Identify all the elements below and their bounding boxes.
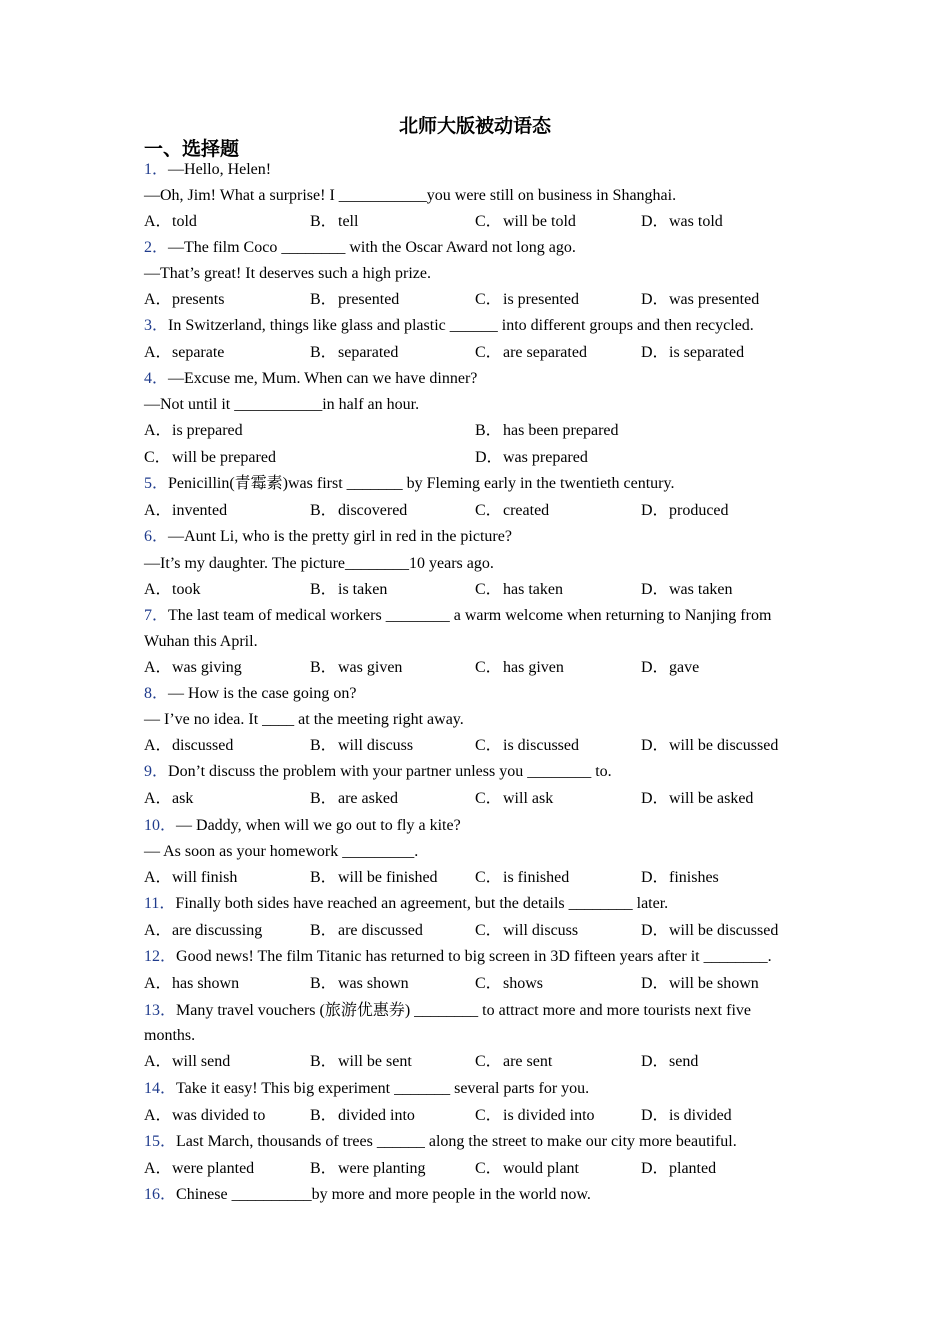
question-stem: —Hello, Helen! (168, 161, 272, 178)
question-stem: Good news! The film Titanic has returned to big screen in 3D fifteen years after it ________. (176, 948, 772, 965)
question-number: 10． (144, 817, 177, 834)
option-d[interactable]: D．produced (641, 502, 729, 519)
question-7-line2: Wuhan this April. (144, 633, 258, 650)
question-3 (144, 313, 809, 339)
option-b[interactable]: B．was shown (310, 975, 409, 992)
option-d[interactable]: D．is divided (641, 1107, 732, 1124)
option-c[interactable]: C．would plant (475, 1160, 579, 1177)
option-b[interactable]: B．are discussed (310, 922, 423, 939)
option-b[interactable]: B．was given (310, 659, 403, 676)
option-a[interactable]: A．invented (144, 502, 228, 519)
option-c[interactable]: C．will ask (475, 790, 554, 807)
question-11-options (144, 918, 809, 944)
question-1 (144, 157, 809, 183)
question-14-options (144, 1103, 809, 1129)
question-number: 8． (144, 685, 169, 702)
question-number: 12． (144, 948, 177, 965)
option-d[interactable]: D．send (641, 1053, 699, 1070)
option-c[interactable]: C．has given (475, 659, 564, 676)
option-d[interactable]: D．was told (641, 213, 723, 230)
question-4 (144, 366, 809, 392)
question-14 (144, 1076, 809, 1102)
question-10-options (144, 865, 809, 891)
option-c[interactable]: C．created (475, 502, 550, 519)
question-4-options-row1 (144, 418, 809, 444)
option-d[interactable]: D．will be discussed (641, 922, 779, 939)
question-4-line2: —Not until it ___________in half an hour. (144, 396, 420, 413)
option-c[interactable]: C．has taken (475, 581, 563, 598)
option-c[interactable]: C．is presented (475, 291, 579, 308)
question-stem: In Switzerland, things like glass and plastic ______ into different groups and then recycled. (168, 317, 754, 334)
question-2-line2: —That’s great! It deserves such a high prize. (144, 265, 432, 282)
question-number: 15． (144, 1133, 177, 1150)
option-c[interactable]: C．is finished (475, 869, 570, 886)
option-a[interactable]: A．presents (144, 291, 225, 308)
question-number: 11． (144, 895, 176, 912)
option-c[interactable]: C．are separated (475, 344, 587, 361)
question-7 (144, 603, 809, 629)
option-d[interactable]: D．was taken (641, 581, 733, 598)
question-15-options (144, 1156, 809, 1182)
option-b[interactable]: B．separated (310, 344, 399, 361)
question-16 (144, 1182, 809, 1208)
question-stem: Chinese __________by more and more people in the world now. (176, 1186, 591, 1203)
question-number: 14． (144, 1080, 177, 1097)
question-number: 16． (144, 1186, 177, 1203)
option-a[interactable]: A．ask (144, 790, 194, 807)
option-c[interactable]: C．will be told (475, 213, 576, 230)
option-d[interactable]: D．was prepared (475, 449, 588, 466)
question-number: 5． (144, 475, 169, 492)
option-b[interactable]: B．discovered (310, 502, 408, 519)
question-4-options-row2 (144, 445, 809, 471)
option-b[interactable]: B．divided into (310, 1107, 415, 1124)
option-a[interactable]: A．were planted (144, 1160, 255, 1177)
option-b[interactable]: B．is taken (310, 581, 388, 598)
option-c[interactable]: C．shows (475, 975, 544, 992)
question-8-line2: — I’ve no idea. It ____ at the meeting right away. (144, 711, 464, 728)
option-a[interactable]: A．discussed (144, 737, 234, 754)
question-12-options (144, 971, 809, 997)
question-5 (144, 471, 809, 497)
question-10 (144, 813, 809, 839)
question-2-options (144, 287, 809, 313)
option-c[interactable]: C．is divided into (475, 1107, 595, 1124)
option-d[interactable]: D．gave (641, 659, 700, 676)
option-b[interactable]: B．presented (310, 291, 400, 308)
option-d[interactable]: D．was presented (641, 291, 760, 308)
question-6-line2: —It’s my daughter. The picture________10 years ago. (144, 555, 494, 572)
option-a[interactable]: A．has shown (144, 975, 240, 992)
option-a[interactable]: A．told (144, 213, 197, 230)
question-6-options (144, 577, 809, 603)
question-13-line2: months. (144, 1027, 196, 1044)
option-a[interactable]: A．are discussing (144, 922, 263, 939)
option-d[interactable]: D．finishes (641, 869, 719, 886)
option-c[interactable]: C．will discuss (475, 922, 579, 939)
option-d[interactable]: D．will be discussed (641, 737, 779, 754)
question-number: 13． (144, 1002, 177, 1019)
option-a[interactable]: A．will send (144, 1053, 231, 1070)
option-a[interactable]: A．is prepared (144, 422, 243, 439)
question-stem: Take it easy! This big experiment _______ several parts for you. (176, 1080, 590, 1097)
question-8-options (144, 733, 809, 759)
question-stem: —Aunt Li, who is the pretty girl in red in the picture? (168, 528, 512, 545)
question-1-line2: —Oh, Jim! What a surprise! I ___________you were still on business in Shanghai. (144, 187, 677, 204)
question-13 (144, 998, 809, 1024)
option-a[interactable]: A．separate (144, 344, 225, 361)
question-stem: Don’t discuss the problem with your partner unless you ________ to. (168, 763, 612, 780)
page-title: 北师大版被动语态 (398, 116, 551, 137)
option-a[interactable]: A．took (144, 581, 201, 598)
question-6 (144, 524, 809, 550)
option-c[interactable]: C．will be prepared (144, 449, 276, 466)
option-b[interactable]: B．will discuss (310, 737, 414, 754)
question-stem: The last team of medical workers ________ a warm welcome when returning to Nanjing from (168, 607, 772, 624)
question-11 (144, 891, 809, 917)
section-heading: 一、选择题 (144, 139, 240, 160)
question-stem: Penicillin(青霉素)was first _______ by Fleming early in the twentieth century. (168, 475, 675, 492)
option-c[interactable]: C．is discussed (475, 737, 579, 754)
option-a[interactable]: A．was giving (144, 659, 242, 676)
question-8 (144, 681, 809, 707)
question-9-options (144, 786, 809, 812)
option-d[interactable]: D．is separated (641, 344, 745, 361)
option-b[interactable]: B．were planting (310, 1160, 426, 1177)
question-number: 1． (144, 161, 169, 178)
question-3-options (144, 340, 809, 366)
option-d[interactable]: D．planted (641, 1160, 717, 1177)
question-5-options (144, 498, 809, 524)
question-15 (144, 1129, 809, 1155)
option-b[interactable]: B．will be sent (310, 1053, 412, 1070)
question-number: 3． (144, 317, 169, 334)
question-stem: Many travel vouchers (旅游优惠券) ________ to attract more and more tourists next five (176, 1002, 751, 1019)
option-b[interactable]: B．has been prepared (475, 422, 619, 439)
option-a[interactable]: A．will finish (144, 869, 238, 886)
option-b[interactable]: B．tell (310, 213, 359, 230)
question-2 (144, 235, 809, 261)
question-stem: Last March, thousands of trees ______ along the street to make our city more beautiful. (176, 1133, 737, 1150)
question-number: 7． (144, 607, 169, 624)
option-b[interactable]: B．are asked (310, 790, 398, 807)
question-10-line2: — As soon as your homework _________. (144, 843, 419, 860)
question-12 (144, 944, 809, 970)
question-stem: —The film Coco ________ with the Oscar Award not long ago. (168, 239, 576, 256)
option-d[interactable]: D．will be asked (641, 790, 754, 807)
question-stem: —Excuse me, Mum. When can we have dinner? (168, 370, 478, 387)
question-1-options (144, 209, 809, 235)
question-stem: — How is the case going on? (168, 685, 357, 702)
question-number: 4． (144, 370, 169, 387)
question-stem: Finally both sides have reached an agreement, but the details ________ later. (175, 895, 669, 912)
option-d[interactable]: D．will be shown (641, 975, 759, 992)
option-c[interactable]: C．are sent (475, 1053, 553, 1070)
question-number: 9． (144, 763, 169, 780)
question-number: 6． (144, 528, 169, 545)
option-a[interactable]: A．was divided to (144, 1107, 266, 1124)
option-b[interactable]: B．will be finished (310, 869, 438, 886)
question-13-options (144, 1049, 809, 1075)
question-stem: — Daddy, when will we go out to fly a kite? (176, 817, 461, 834)
question-9 (144, 759, 809, 785)
question-number: 2． (144, 239, 169, 256)
question-7-options (144, 655, 809, 681)
